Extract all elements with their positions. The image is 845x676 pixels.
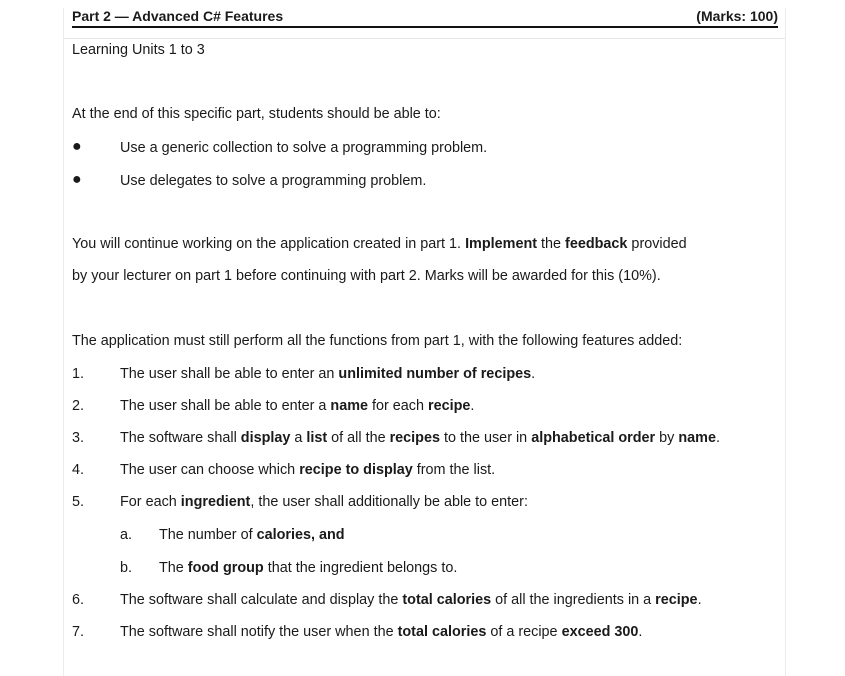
outcomes-intro: At the end of this specific part, students should be able to:	[72, 106, 441, 122]
continue-paragraph-line2: by your lecturer on part 1 before continuing with part 2. Marks will be awarded for this (10%).	[72, 268, 661, 284]
features-intro: The application must still perform all the functions from part 1, with the following features added:	[72, 333, 683, 349]
section-title: Part 2 — Advanced C# Features	[72, 8, 284, 24]
continue-paragraph-line1: You will continue working on the application created in part 1. Implement the feedback provided	[72, 236, 687, 252]
document-page: Part 2 — Advanced C# Features (Marks: 100) Learning Units 1 to 3 At the end of this specific part, students should be able to: ● Use a generic collection to solve a programming problem. ● Use delegates to solve a programming problem. You will continue working on the application created in part 1. Implement the feedback provided by your lecturer on part 1 before continuing with part 2. Marks will be awarded for this (10%). The application must still perform all the functions from part 1, with the following features added: 1. The user shall be able to enter an unlimited number of recipes. 2. The user shall be able to enter a name for each recipe. 3. The software shall display a list of all the recipes to the user in alphabetical order by name. 4. The user can choose which recipe to display from the list. 5. For each ingredient, the user shall additionally be able to enter: a. The number of calories, and b. The food group that the ingredient belongs to. 6. The software shall calculate and display the total calories of all the ingredients in a recipe. 7. The software shall notify the user when the total calories of a recipe exceed 300.	[0, 0, 845, 676]
learning-units: Learning Units 1 to 3	[72, 42, 205, 58]
page-right-border	[785, 8, 786, 676]
section-header	[72, 6, 778, 28]
bullet-icon: ●	[72, 171, 82, 188]
marks-label: (Marks: 100)	[696, 8, 778, 24]
outcome-text: Use delegates to solve a programming problem.	[120, 173, 427, 189]
bullet-icon: ●	[72, 138, 82, 155]
outcome-text: Use a generic collection to solve a programming problem.	[120, 140, 488, 156]
header-divider	[63, 38, 785, 39]
page-left-border	[63, 8, 64, 676]
header-underline	[72, 26, 778, 28]
